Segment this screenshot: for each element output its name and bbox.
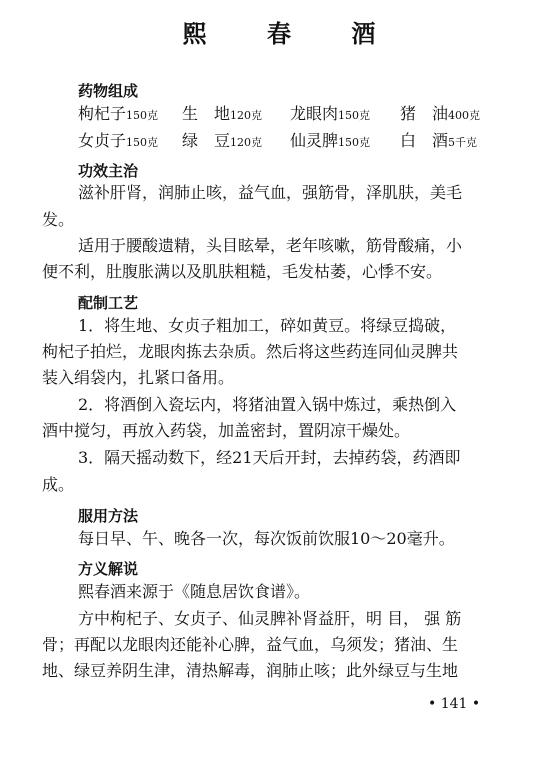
body-line: 熙春酒来源于《随息居饮食谱》。 (78, 582, 311, 601)
section-heading-explanation: 方义解说 (78, 560, 139, 578)
ingredient-item: 女贞子150克 (78, 131, 159, 150)
ingredient-item: 猪 油400克 (400, 104, 481, 123)
body-line: 装入绢袋内，扎紧口备用。 (42, 368, 235, 387)
body-line: 方中枸杞子、女贞子、仙灵脾补肾益肝，明 目， 强 筋 (78, 609, 462, 628)
section-heading-usage: 服用方法 (78, 507, 139, 525)
body-line: 2．将酒倒入瓷坛内，将猪油置入锅中炼过，乘热倒入 (78, 395, 457, 414)
body-line: 滋补肝肾，润肺止咳，益气血，强筋骨，泽肌肤，美毛 (78, 183, 463, 202)
section-heading-efficacy: 功效主治 (78, 162, 139, 180)
body-line: 3．隔天摇动数下，经21天后开封，去掉药袋，药酒即 (78, 448, 461, 467)
ingredient-item: 龙眼肉150克 (290, 104, 371, 123)
page-number: • 141 • (428, 696, 481, 712)
ingredient-item: 白 酒5千克 (400, 131, 478, 150)
body-line: 骨；再配以龙眼肉还能补心脾，益气血，乌须发；猪油、生 (42, 635, 459, 654)
body-line: 适用于腰酸遗精，头目眩晕，老年咳嗽，筋骨酸痛，小 (78, 236, 463, 255)
body-line: 枸杞子拍烂，龙眼肉拣去杂质。然后将这些药连同仙灵脾共 (42, 342, 459, 361)
ingredient-item: 生 地120克 (182, 104, 263, 123)
ingredient-item: 仙灵脾150克 (290, 131, 371, 150)
body-line: 地、绿豆养阴生津，清热解毒，润肺止咳；此外绿豆与生地 (42, 661, 459, 680)
body-line: 便不利，肚腹胀满以及肌肤粗糙，毛发枯萎，心悸不安。 (42, 262, 443, 281)
ingredient-item: 绿 豆120克 (182, 131, 263, 150)
page-title: 熙 春 酒 (182, 19, 402, 48)
body-line: 1．将生地、女贞子粗加工，碎如黄豆。将绿豆捣破， (78, 316, 457, 335)
section-heading-ingredients: 药物组成 (78, 82, 139, 100)
ingredient-item: 枸杞子150克 (78, 104, 159, 123)
body-line: 每日早、午、晚各一次，每次饭前饮服10～20毫升。 (78, 529, 455, 548)
body-line: 酒中搅匀，再放入药袋，加盖密封，置阴凉干燥处。 (42, 421, 411, 440)
section-heading-preparation: 配制工艺 (78, 294, 139, 312)
body-line: 成。 (42, 475, 75, 494)
body-line: 发。 (42, 210, 75, 229)
